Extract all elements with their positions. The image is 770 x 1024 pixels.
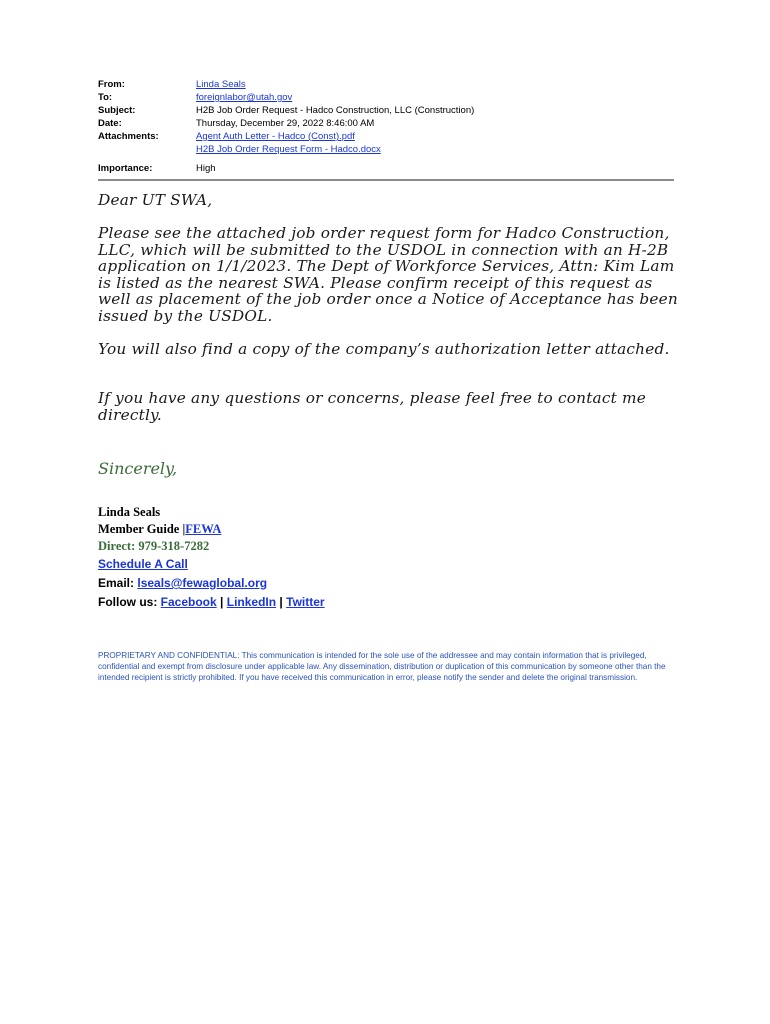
greeting: Dear UT SWA, (98, 191, 213, 209)
linkedin-link[interactable]: LinkedIn (226, 595, 277, 609)
importance-label: Importance: (98, 163, 153, 174)
email-header (98, 78, 674, 175)
from-label: From: (98, 79, 125, 90)
date-row (98, 117, 674, 130)
subject-value: H2B Job Order Request - Hadco Construction, LLC (Construction) (196, 105, 475, 116)
signature-title-prefix: Member Guide | (98, 522, 186, 536)
subject-label: Subject: (98, 105, 136, 116)
attachment-link[interactable]: H2B Job Order Request Form - Hadco.docx (196, 144, 381, 155)
to-label: To: (98, 92, 113, 103)
attachment-link[interactable]: Agent Auth Letter - Hadco (Const).pdf (196, 131, 355, 142)
body-paragraph: Please see the attached job order request form for Hadco Construction, LLC, which will be submitted to the USDOL in connection with an H-2B application on 1/1/2023. The Dept of Workforce Services, Attn: Kim Lam is listed as the nearest SWA. Please confirm receipt of this request as well as placement of the job order once a Notice of Acceptance has been issued by the USDOL. (98, 224, 678, 325)
subject-row (98, 104, 674, 117)
body-paragraph: You will also find a copy of the company’s authorization letter attached. (98, 340, 670, 358)
confidentiality-notice: PROPRIETARY AND CONFIDENTIAL: This communication is intended for the sole use of the addressee and may contain information that is privileged, confidential and exempt from disclosure under applicable law. Any dissemination, distribution or duplication of this communication by someone other than the intended recipient is strictly prohibited. If you have received this communication in error, please notify the sender and delete the original transmission. (98, 651, 666, 682)
email-link[interactable]: lseals@fewaglobal.org (137, 576, 268, 590)
date-value: Thursday, December 29, 2022 8:46:00 AM (196, 118, 375, 129)
separator: | (279, 595, 283, 609)
header-divider (98, 179, 674, 181)
body-paragraph: If you have any questions or concerns, please feel free to contact me directly. (98, 389, 647, 424)
follow-label: Follow us: (98, 595, 161, 609)
attachments-label: Attachments: (98, 131, 159, 142)
attachments-row (98, 130, 674, 156)
importance-value: High (196, 163, 216, 174)
signature-name: Linda Seals (98, 505, 161, 519)
signature-email (98, 574, 325, 593)
signature-social (98, 593, 325, 612)
to-row (98, 91, 674, 104)
signature-title (98, 521, 325, 538)
signature-direct: Direct: 979-318-7282 (98, 539, 210, 553)
schedule-call-link[interactable]: Schedule A Call (98, 557, 188, 571)
facebook-link[interactable]: Facebook (160, 595, 217, 609)
from-link[interactable]: Linda Seals (196, 79, 246, 90)
date-label: Date: (98, 118, 122, 129)
separator: | (220, 595, 224, 609)
email-label: Email: (98, 576, 138, 590)
importance-row (98, 162, 674, 175)
from-row (98, 78, 674, 91)
fewa-link[interactable]: FEWA (185, 522, 222, 536)
closing: Sincerely, (98, 459, 178, 478)
twitter-link[interactable]: Twitter (286, 595, 325, 609)
to-link[interactable]: foreignlabor@utah.gov (196, 92, 293, 103)
signature-block (98, 504, 325, 612)
